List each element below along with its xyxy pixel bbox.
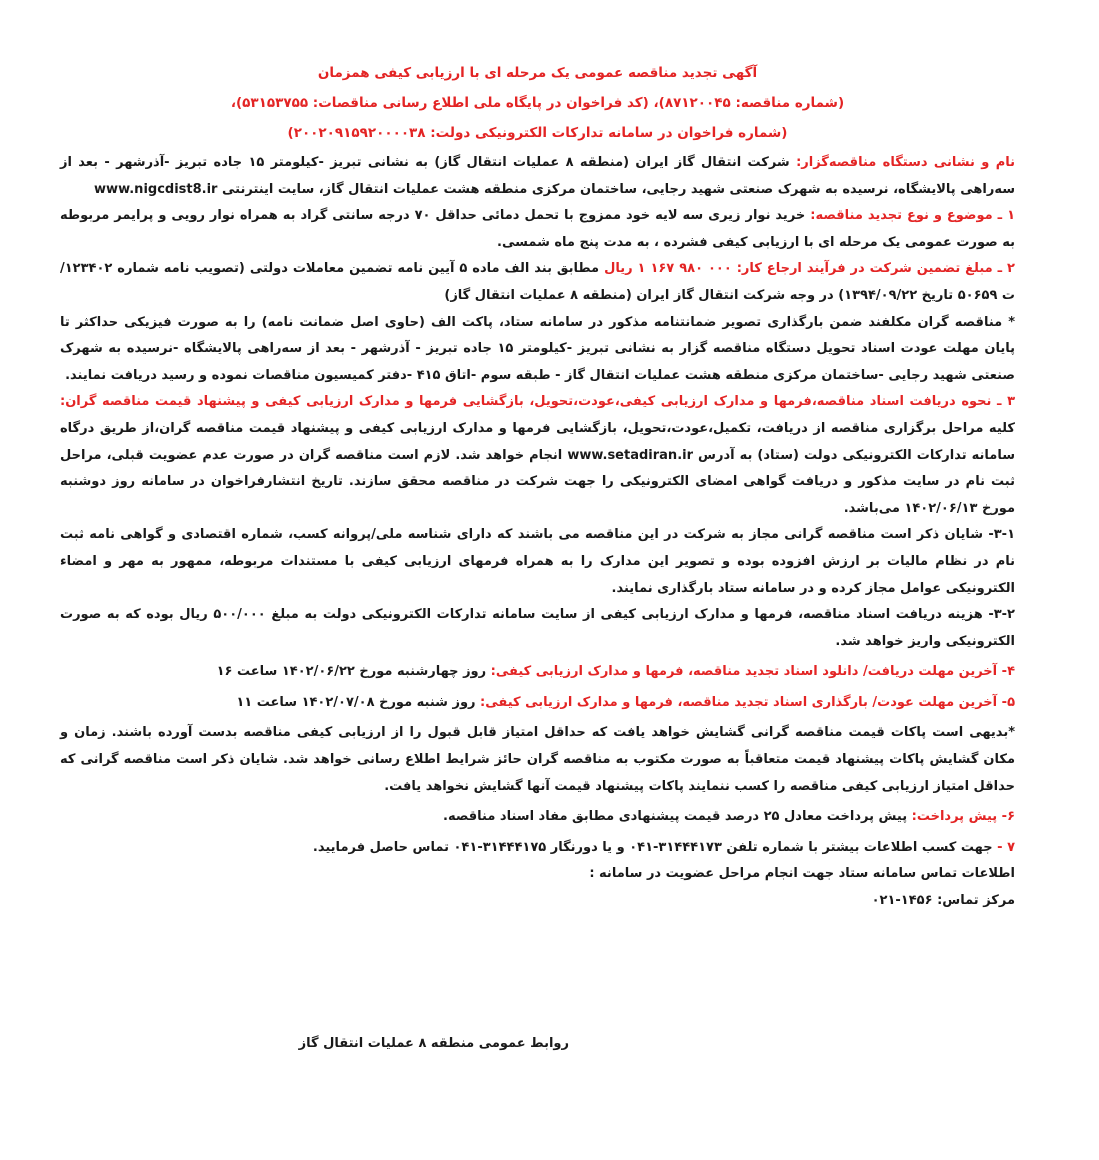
deadline-download-text: روز چهارشنبه مورخ ۱۴۰۲/۰۶/۲۲ ساعت ۱۶ — [216, 664, 491, 680]
info-text: جهت کسب اطلاعات بیشتر با شماره تلفن ۳۱۴۴۴۱۷۳-۰۴۱ و یا دورنگار ۳۱۴۴۴۱۷۵-۰۴۱ تماس حاصل فرمایید. — [312, 839, 998, 855]
guarantee-text: مطابق بند الف ماده ۵ آیین نامه تضمین معاملات دولتی (تصویب نامه شماره ۱۲۳۴۰۲/ت ۵۰۶۵۹ تاریخ ۱۳۹۴/۰۹/۲۲) در وجه شرکت انتقال گاز ایران (منطقه ۸ عملیات انتقال گاز) — [60, 261, 1015, 303]
organizer-text: شرکت انتقال گاز ایران (منطقه ۸ عملیات انتقال گاز) به نشانی تبریز -کیلومتر ۱۵ جاده تبریز -آذرشهر - بعد از سه‌راهی پالایشگاه، نرسیده به شهرک صنعتی شهید رجایی، ساختمان مرکزی منطقه هشت عملیات انتقال گاز، سایت اینترنتی — [60, 155, 1015, 197]
organizer-label: نام و نشانی دستگاه مناقصه‌گزار: — [796, 155, 1015, 170]
prepayment-text: پیش پرداخت معادل ۲۵ درصد قیمت پیشنهادی مطابق مفاد اسناد مناقصه. — [443, 809, 912, 825]
tender-notice — [60, 58, 1015, 915]
prepayment-label: ۶- پیش پرداخت: — [911, 809, 1015, 825]
deadline-download-paragraph — [60, 659, 1015, 686]
organizer-website-link[interactable]: www.nigcdist8.ir — [94, 181, 218, 197]
deadline-upload-paragraph — [60, 690, 1015, 717]
opening-note-paragraph: *بدیهی است پاکات قیمت مناقصه گرانی گشایش خواهد یافت که حداقل امتیاز قابل قبول را از ارزیابی کیفی مناقصه بدست آورده باشند. زمان و مکان گشایش پاکات پیشنهاد قیمت متعاقباً به صورت مکتوب به مناقصه گران حائز شرایط اطلاع رسانی خواهد شد. شایان ذکر است مناقصه گرانی که حداقل امتیاز ارزیابی کیفی مناقصه را کسب ننمایند پاکات پیشنهاد قیمت آنها گشایش نخواهد یافت. — [60, 725, 1015, 794]
subject-text: خرید نوار زیری سه لایه خود ممزوج با تحمل دمائی حداقل ۷۰ درجه سانتی گراد به همراه نوار رویی و پرایمر مربوطه به صورت عمومی یک مرحله ای با ارزیابی کیفی فشرده ، به مدت پنج ماه شمسی. — [60, 208, 1015, 250]
deadline-download-label: ۴- آخرین مهلت دریافت/ دانلود اسناد تجدید مناقصه، فرمها و مدارک ارزیابی کیفی: — [490, 664, 1015, 680]
info-label: ۷ - — [997, 839, 1015, 855]
prepayment-paragraph — [60, 804, 1015, 831]
deadline-upload-label: ۵- آخرین مهلت عودت/ بارگذاری اسناد تجدید مناقصه، فرمها و مدارک ارزیابی کیفی: — [480, 694, 1015, 710]
notice-title: آگهی تجدید مناقصه عمومی یک مرحله ای با ارزیابی کیفی همزمان — [317, 65, 758, 81]
organizer-paragraph — [60, 150, 1015, 203]
subject-label: ۱ ـ موضوع و نوع تجدید مناقصه: — [810, 208, 1015, 224]
call-number-line: (شماره فراخوان در سامانه تدارکات الکترونیکی دولت: ۲۰۰۲۰۹۱۵۹۲۰۰۰۰۳۸) — [287, 125, 788, 141]
procedure-paragraph — [60, 389, 1015, 522]
procedure-text-after: انجام خواهد شد. لازم است مناقصه گران در صورت عدم عضویت قبلی، مراحل ثبت نام در سایت مذکور و دریافت گواهی امضای الکترونیکی را جهت شرکت در مناقصه محقق سازند. تاریخ انتشارفراخوان در سامانه روز دوشنبه مورخ ۱۴۰۲/۰۶/۱۳ می‌باشد. — [60, 447, 1015, 516]
contact-info-heading: اطلاعات تماس سامانه ستاد جهت انجام مراحل عضویت در سامانه : — [589, 866, 1015, 882]
info-paragraph — [60, 835, 1015, 862]
contact-center-number: مرکز تماس: ۱۴۵۶-۰۲۱ — [871, 893, 1015, 909]
guarantee-paragraph — [60, 256, 1015, 309]
item-3-2-paragraph: ۳-۲- هزینه دریافت اسناد مناقصه، فرمها و مدارک ارزیابی کیفی از سایت سامانه تدارکات الکترونیکی دولت به مبلغ ۵۰۰/۰۰۰ ریال بوده که به صورت الکترونیکی واریز خواهد شد. — [60, 607, 1015, 649]
public-relations-signature: روابط عمومی منطقه ۸ عملیات انتقال گاز — [298, 1036, 569, 1051]
deadline-upload-text: روز شنبه مورخ ۱۴۰۲/۰۷/۰۸ ساعت ۱۱ — [236, 694, 481, 710]
notice-body — [60, 150, 1015, 915]
item-3-1-paragraph: ۳-۱- شایان ذکر است مناقصه گرانی مجاز به شرکت در این مناقصه می باشند که دارای شناسه ملی/پروانه کسب، شماره اقتصادی و گواهی نامه ثبت نام در نظام مالیات بر ارزش افزوده بوده و تصویر این مدارک را به همراه فرمهای ارزیابی کیفی با مستندات مربوطه، ممهور به مهر و امضاء الکترونیکی عوامل مجاز کرده و در سامانه ستاد بارگذاری نمایند. — [60, 527, 1015, 596]
procedure-label: ۳ ـ نحوه دریافت اسناد مناقصه،فرمها و مدارک ارزیابی کیفی،عودت،تحویل، بازگشایی فرمها و مدارک ارزیابی کیفی و پیشنهاد قیمت مناقصه گران: — [60, 394, 1015, 410]
subject-paragraph — [60, 203, 1015, 256]
guarantee-label: ۲ ـ مبلغ تضمین شرکت در فرآیند ارجاع کار: ۰۰۰ ۹۸۰ ۱۶۷ ۱ ریال — [604, 261, 1015, 277]
procedure-text-before: کلیه مراحل برگزاری مناقصه از دریافت، تکمیل،عودت،تحویل، بازگشایی فرمها و مدارک ارزیابی کیفی و پیشنهاد قیمت مناقصه گران،از طریق درگاه سامانه تدارکات الکترونیکی دولت (ستاد) به آدرس — [60, 420, 1015, 463]
setadiran-website-link[interactable]: www.setadiran.ir — [567, 447, 693, 463]
tender-number-line: (شماره مناقصه: ۸۷۱۲۰۰۴۵)، (کد فراخوان در پایگاه ملی اطلاع رسانی مناقصات: ۵۳۱۵۳۷۵۵)، — [230, 95, 845, 111]
bidders-note-paragraph: * مناقصه گران مکلفند ضمن بارگذاری تصویر ضمانتنامه مذکور در سامانه ستاد، پاکت الف (حاوی اصل ضمانت نامه) را به صورت فیزیکی حداکثر تا پایان مهلت عودت اسناد تحویل دستگاه مناقصه گزار به نشانی تبریز -کیلومتر ۱۵ جاده تبریز - آذرشهر - بعد از سه‌راهی پالایشگاه -نرسیده به شهرک صنعتی شهید رجایی -ساختمان مرکزی منطقه هشت عملیات انتقال گاز - طبقه سوم -اتاق ۴۱۵ -دفتر کمیسیون مناقصات نموده و رسید دریافت نمایند. — [60, 314, 1015, 383]
